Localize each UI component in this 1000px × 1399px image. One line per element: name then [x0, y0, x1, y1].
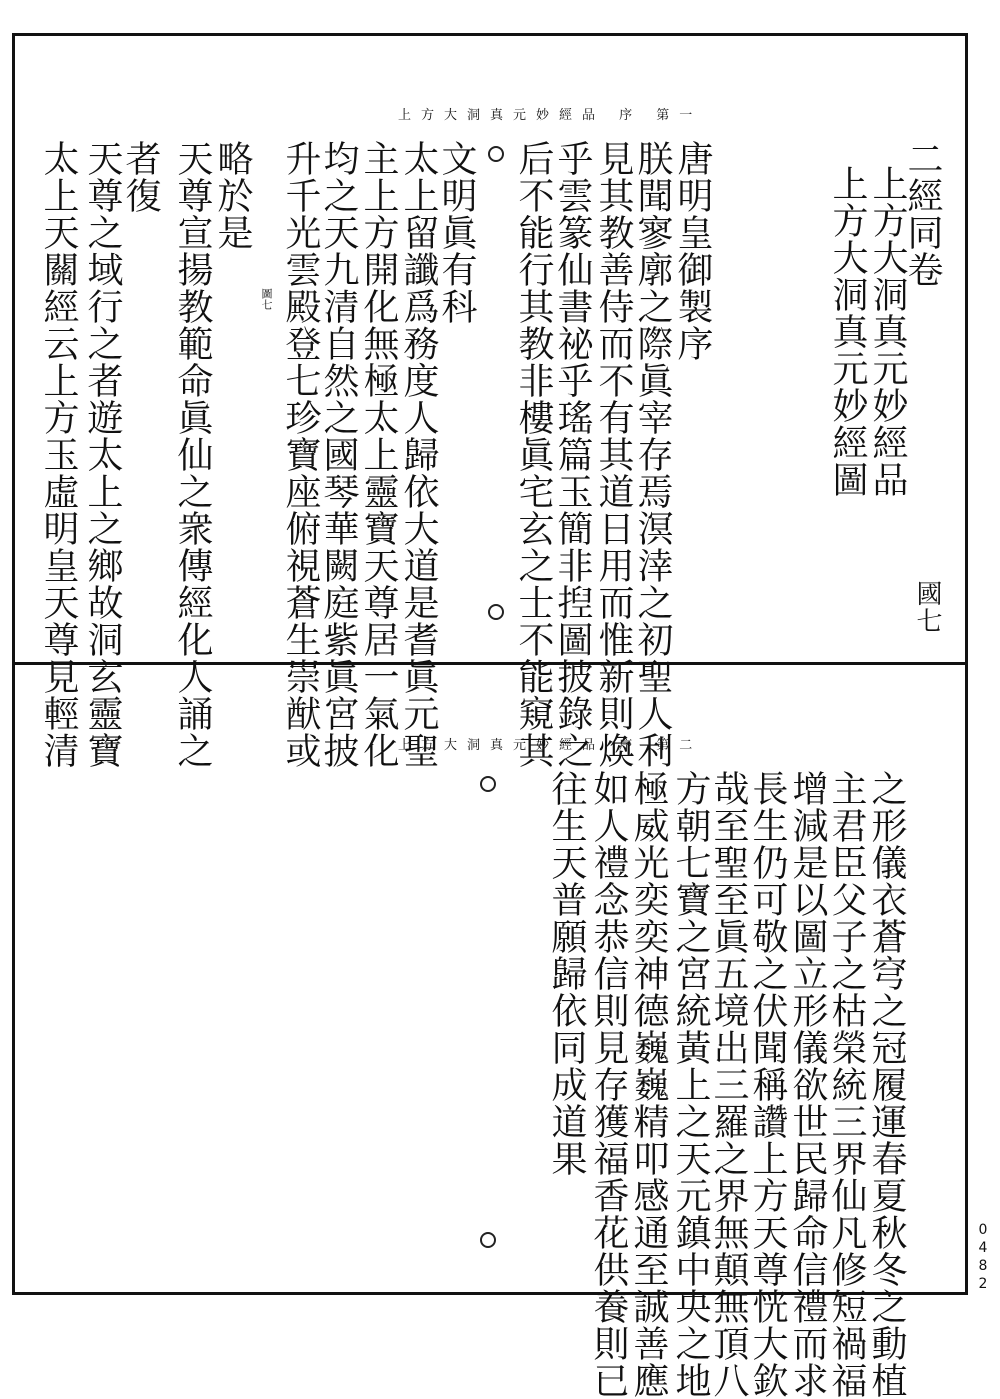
page1-col-1: 唐明皇御製序: [672, 140, 713, 362]
page2-col-6: 方朝七寶之宮統黃上之天元鎮中央之地: [670, 770, 711, 1399]
page2-header: 上方大洞真元妙經品 序 第二: [398, 738, 703, 753]
page2-circle-bottom: [480, 1232, 496, 1248]
page2-col-2: 主君臣父子之枯榮統三界仙凡修短禍福: [826, 770, 867, 1399]
page1-header: 上方大洞真元妙經品 序 第一: [398, 108, 703, 123]
page1-col-7: 太上留讖爲務度人歸依大道是耆眞元聖: [398, 140, 439, 769]
page2-col-8: 如人禮念恭信則見存獲福香花供養則已: [588, 770, 629, 1399]
page1-col-5: 后不能行其教非樓眞宅玄之士不能窺其: [513, 140, 554, 769]
page1-title-col3: 上方大洞真元妙經圖: [827, 165, 868, 498]
page1-col-10: 升千光雲殿登七珍寶座俯視蒼生崇猷或: [280, 140, 321, 769]
page2-col-3: 增減是以圖立形儀欲世民歸命信禮而求: [787, 770, 828, 1399]
page1-col-15: 太上天關經云上方玉虛明皇天尊見輕清: [38, 140, 79, 769]
page1-col-13: 者復: [120, 140, 161, 214]
page1-circle-top: [488, 146, 504, 162]
page2-col-1: 之形儀衣蒼穹之冠履運春夏秋冬之動植: [866, 770, 907, 1399]
page1-col-8: 主上方開化無極太上靈寶天尊居一氣化: [358, 140, 399, 769]
page2-col-7: 極威光奕奕神德巍巍精叩感通至誠善應: [628, 770, 669, 1399]
page2-col-5: 哉至聖至眞五境出三羅之界無顛無頂八: [708, 770, 749, 1399]
side-page-number: 0482: [975, 1222, 991, 1294]
page1-col-3: 見其教善侍而不有其道日用而惟新則煥: [593, 140, 634, 769]
page1-col-4: 乎雲篆仙書祕乎瑤篇玉簡非揑圖披錄之: [552, 140, 593, 769]
page1-title-col2: 上方大洞真元妙經品: [867, 165, 908, 498]
page2-col-4: 長生仍可敬之伏聞稱讚上方天尊恍大欽: [747, 770, 788, 1399]
page1-title-col1: 二經同卷: [902, 140, 943, 288]
page1-col-2: 朕聞寥廓之際眞宰存焉溟涬之初聖人利: [632, 140, 673, 769]
page1-col-6: 文明眞有科: [436, 140, 477, 325]
page1-note: 圖七: [260, 288, 273, 310]
page1-bottom-mark: 國七: [912, 580, 942, 634]
page2-col-9: 往生天普願歸依同成道果: [546, 770, 587, 1177]
page2-circle-top: [480, 776, 496, 792]
page1-col-11: 略於是: [212, 140, 253, 251]
page1-col-9: 均之天九清自然之國琴華闕庭紫眞宮披: [318, 140, 359, 769]
page-divider: [12, 662, 968, 665]
page1-circle-bottom: [488, 604, 504, 620]
page1-col-12: 天尊宣揚教範命眞仙之衆傳經化人誦之: [172, 140, 213, 769]
page1-col-14: 天尊之域行之者遊太上之鄉故洞玄靈寶: [82, 140, 123, 769]
